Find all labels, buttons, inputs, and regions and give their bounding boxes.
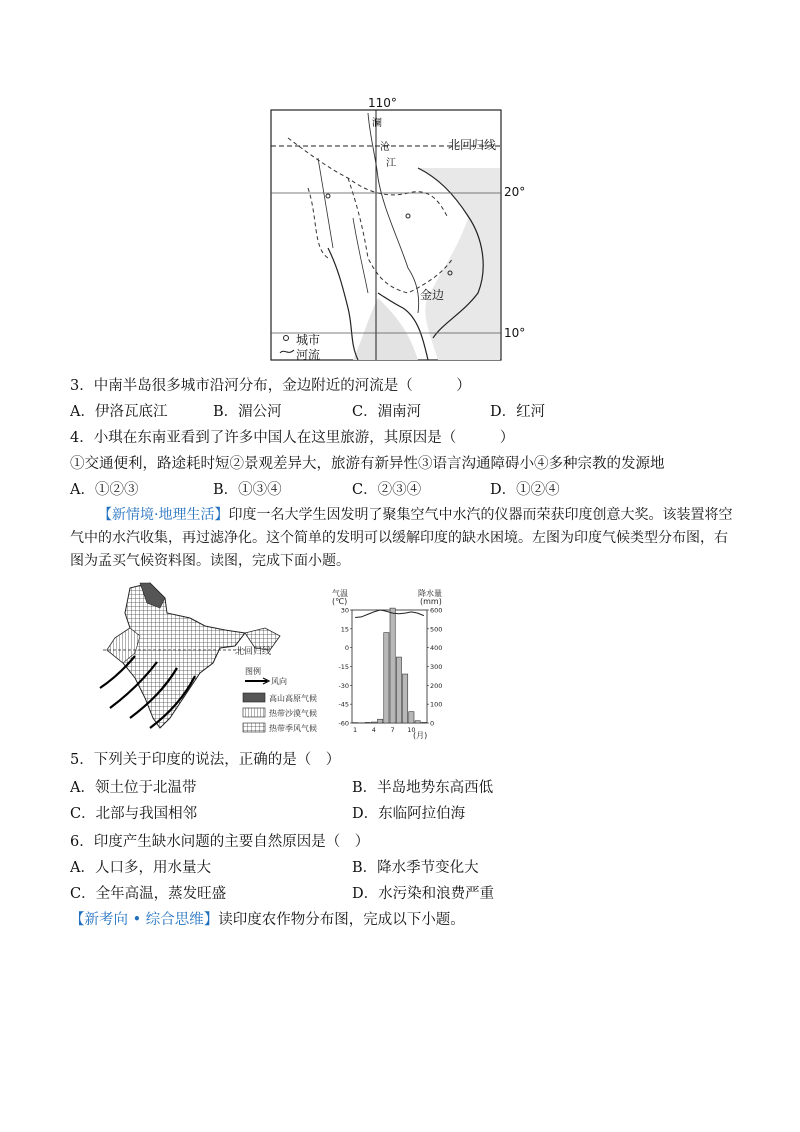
temp-tick-label-6: -60 bbox=[338, 719, 349, 728]
mumbai-climate-chart bbox=[330, 590, 465, 740]
precip-bar-4 bbox=[371, 722, 376, 723]
precip-tick-label-1: 500 bbox=[430, 625, 443, 634]
q4-option-a[interactable]: A．①②③ bbox=[70, 482, 139, 498]
legend-city-label: 城市 bbox=[296, 333, 321, 347]
legend-river-label: 河流 bbox=[296, 348, 321, 362]
precip-tick-label-5: 100 bbox=[430, 700, 443, 709]
legend-monsoon: 热带季风气候 bbox=[269, 724, 317, 733]
q3-option-a[interactable]: A．伊洛瓦底江 bbox=[70, 404, 168, 420]
tropic-label: 北回归线 bbox=[448, 138, 497, 152]
month-tick-label-1: 1 bbox=[353, 726, 358, 734]
temp-tick-label-1: 15 bbox=[340, 625, 349, 634]
intro-2-tag: 【新考向 • 综合思维】 bbox=[70, 912, 219, 928]
q6-option-a[interactable]: A．人口多，用水量大 bbox=[70, 860, 211, 876]
lat-20-label: 20° bbox=[504, 185, 526, 199]
intro-paragraph-2 bbox=[70, 910, 465, 930]
india-tropic-label: 北回归线 bbox=[235, 647, 272, 657]
month-tick-label-4: 4 bbox=[371, 726, 376, 734]
precip-axis-label-1: 降水量 bbox=[418, 589, 442, 598]
india-climate-map bbox=[95, 578, 320, 740]
q5-option-a[interactable]: A．领土位于北温带 bbox=[70, 780, 197, 796]
river-letter-cang: 沧 bbox=[380, 142, 390, 153]
precip-bar-9 bbox=[403, 674, 408, 723]
precip-tick-label-2: 400 bbox=[430, 644, 443, 653]
precip-axis-label-2: (mm) bbox=[420, 597, 442, 606]
precip-tick-label-0: 600 bbox=[430, 606, 443, 615]
q5-option-c[interactable]: C．北部与我国相邻 bbox=[70, 806, 198, 822]
precip-bar-10 bbox=[409, 712, 414, 723]
q6-option-c[interactable]: C．全年高温，蒸发旺盛 bbox=[70, 886, 227, 902]
chart-frame bbox=[352, 610, 427, 723]
india-legend-wind: 风向 bbox=[271, 677, 287, 686]
q6-option-b[interactable]: B．降水季节变化大 bbox=[352, 860, 479, 876]
precip-tick-label-4: 200 bbox=[430, 681, 443, 690]
month-unit-label: (月) bbox=[413, 731, 428, 740]
temp-tick-label-4: -30 bbox=[338, 681, 349, 690]
temp-axis-label-2: (℃) bbox=[332, 597, 348, 606]
legend-desert: 热带沙漠气候 bbox=[269, 709, 317, 718]
precip-bar-3 bbox=[365, 722, 370, 723]
precip-bar-8 bbox=[396, 657, 401, 723]
india-legend-title: 图例 bbox=[245, 667, 261, 676]
temp-tick-label-5: -45 bbox=[338, 700, 349, 709]
temperature-line bbox=[355, 610, 424, 618]
indochina-map bbox=[268, 96, 526, 363]
precip-tick-label-6: 0 bbox=[430, 719, 435, 728]
q5-option-b[interactable]: B．半岛地势东高西低 bbox=[352, 780, 494, 796]
q4-stem: 4．小琪在东南亚看到了许多中国人在这里旅游，其原因是（ ） bbox=[70, 430, 515, 446]
precip-tick-label-3: 300 bbox=[430, 663, 443, 671]
lon-110-label: 110° bbox=[368, 96, 397, 110]
q3-stem: 3．中南半岛很多城市沿河分布，金边附近的河流是（ ） bbox=[70, 378, 471, 394]
month-tick-label-7: 7 bbox=[390, 726, 395, 734]
q3-option-b[interactable]: B．湄公河 bbox=[213, 404, 282, 420]
precip-bar-6 bbox=[384, 633, 389, 723]
phnom-penh-label: 金边 bbox=[420, 288, 445, 302]
q3-option-d[interactable]: D．红河 bbox=[490, 404, 546, 420]
climate-chart-svg bbox=[330, 590, 465, 740]
temp-axis-label-1: 气温 bbox=[332, 589, 348, 598]
temp-tick-label-3: -15 bbox=[338, 663, 349, 671]
q5-stem: 5．下列关于印度的说法，正确的是（ ） bbox=[70, 752, 341, 768]
lat-10-label: 10° bbox=[504, 326, 526, 340]
q6-stem: 6．印度产生缺水问题的主要自然原因是（ ） bbox=[70, 834, 370, 850]
precip-bar-7 bbox=[390, 608, 395, 723]
q3-option-c[interactable]: C．湄南河 bbox=[352, 404, 422, 420]
intro-2-text: 读印度农作物分布图，完成以下小题。 bbox=[218, 912, 465, 928]
q4-option-b[interactable]: B．①③④ bbox=[213, 482, 282, 498]
river-letter-lan: 澜 bbox=[372, 118, 382, 129]
intro-1-text: 印度一名大学生因发明了聚集空气中水汽的仪器而荣获印度创意大奖。该装置将空气中的水汽收集，再过滤净化。这个简单的发明可以缓解印度的缺水困境。左图为印度气候类型分布图，右图为孟买气候资料图。读图，完成下面小题。 bbox=[70, 507, 733, 569]
precip-bar-11 bbox=[415, 721, 420, 723]
q5-option-d[interactable]: D．东临阿拉伯海 bbox=[352, 806, 466, 822]
precip-bar-12 bbox=[421, 722, 426, 723]
q4-option-d[interactable]: D．①②④ bbox=[490, 482, 560, 498]
river-letter-jiang: 江 bbox=[386, 158, 396, 169]
intro-1-tag: 【新情境·地理生活】 bbox=[98, 507, 229, 523]
intro-paragraph-1 bbox=[70, 504, 740, 573]
q4-statement: ①交通便利，路途耗时短②景观差异大，旅游有新异性③语言沟通障碍小④多种宗教的发源地 bbox=[70, 456, 665, 472]
temp-tick-label-0: 30 bbox=[340, 606, 349, 615]
q6-option-d[interactable]: D．水污染和浪费严重 bbox=[352, 886, 495, 902]
q4-option-c[interactable]: C．②③④ bbox=[352, 482, 422, 498]
month-tick-label-10: 10 bbox=[407, 726, 416, 734]
temp-tick-label-2: 0 bbox=[344, 644, 349, 653]
legend-highland: 高山高原气候 bbox=[269, 694, 317, 703]
precip-bar-5 bbox=[378, 719, 383, 723]
